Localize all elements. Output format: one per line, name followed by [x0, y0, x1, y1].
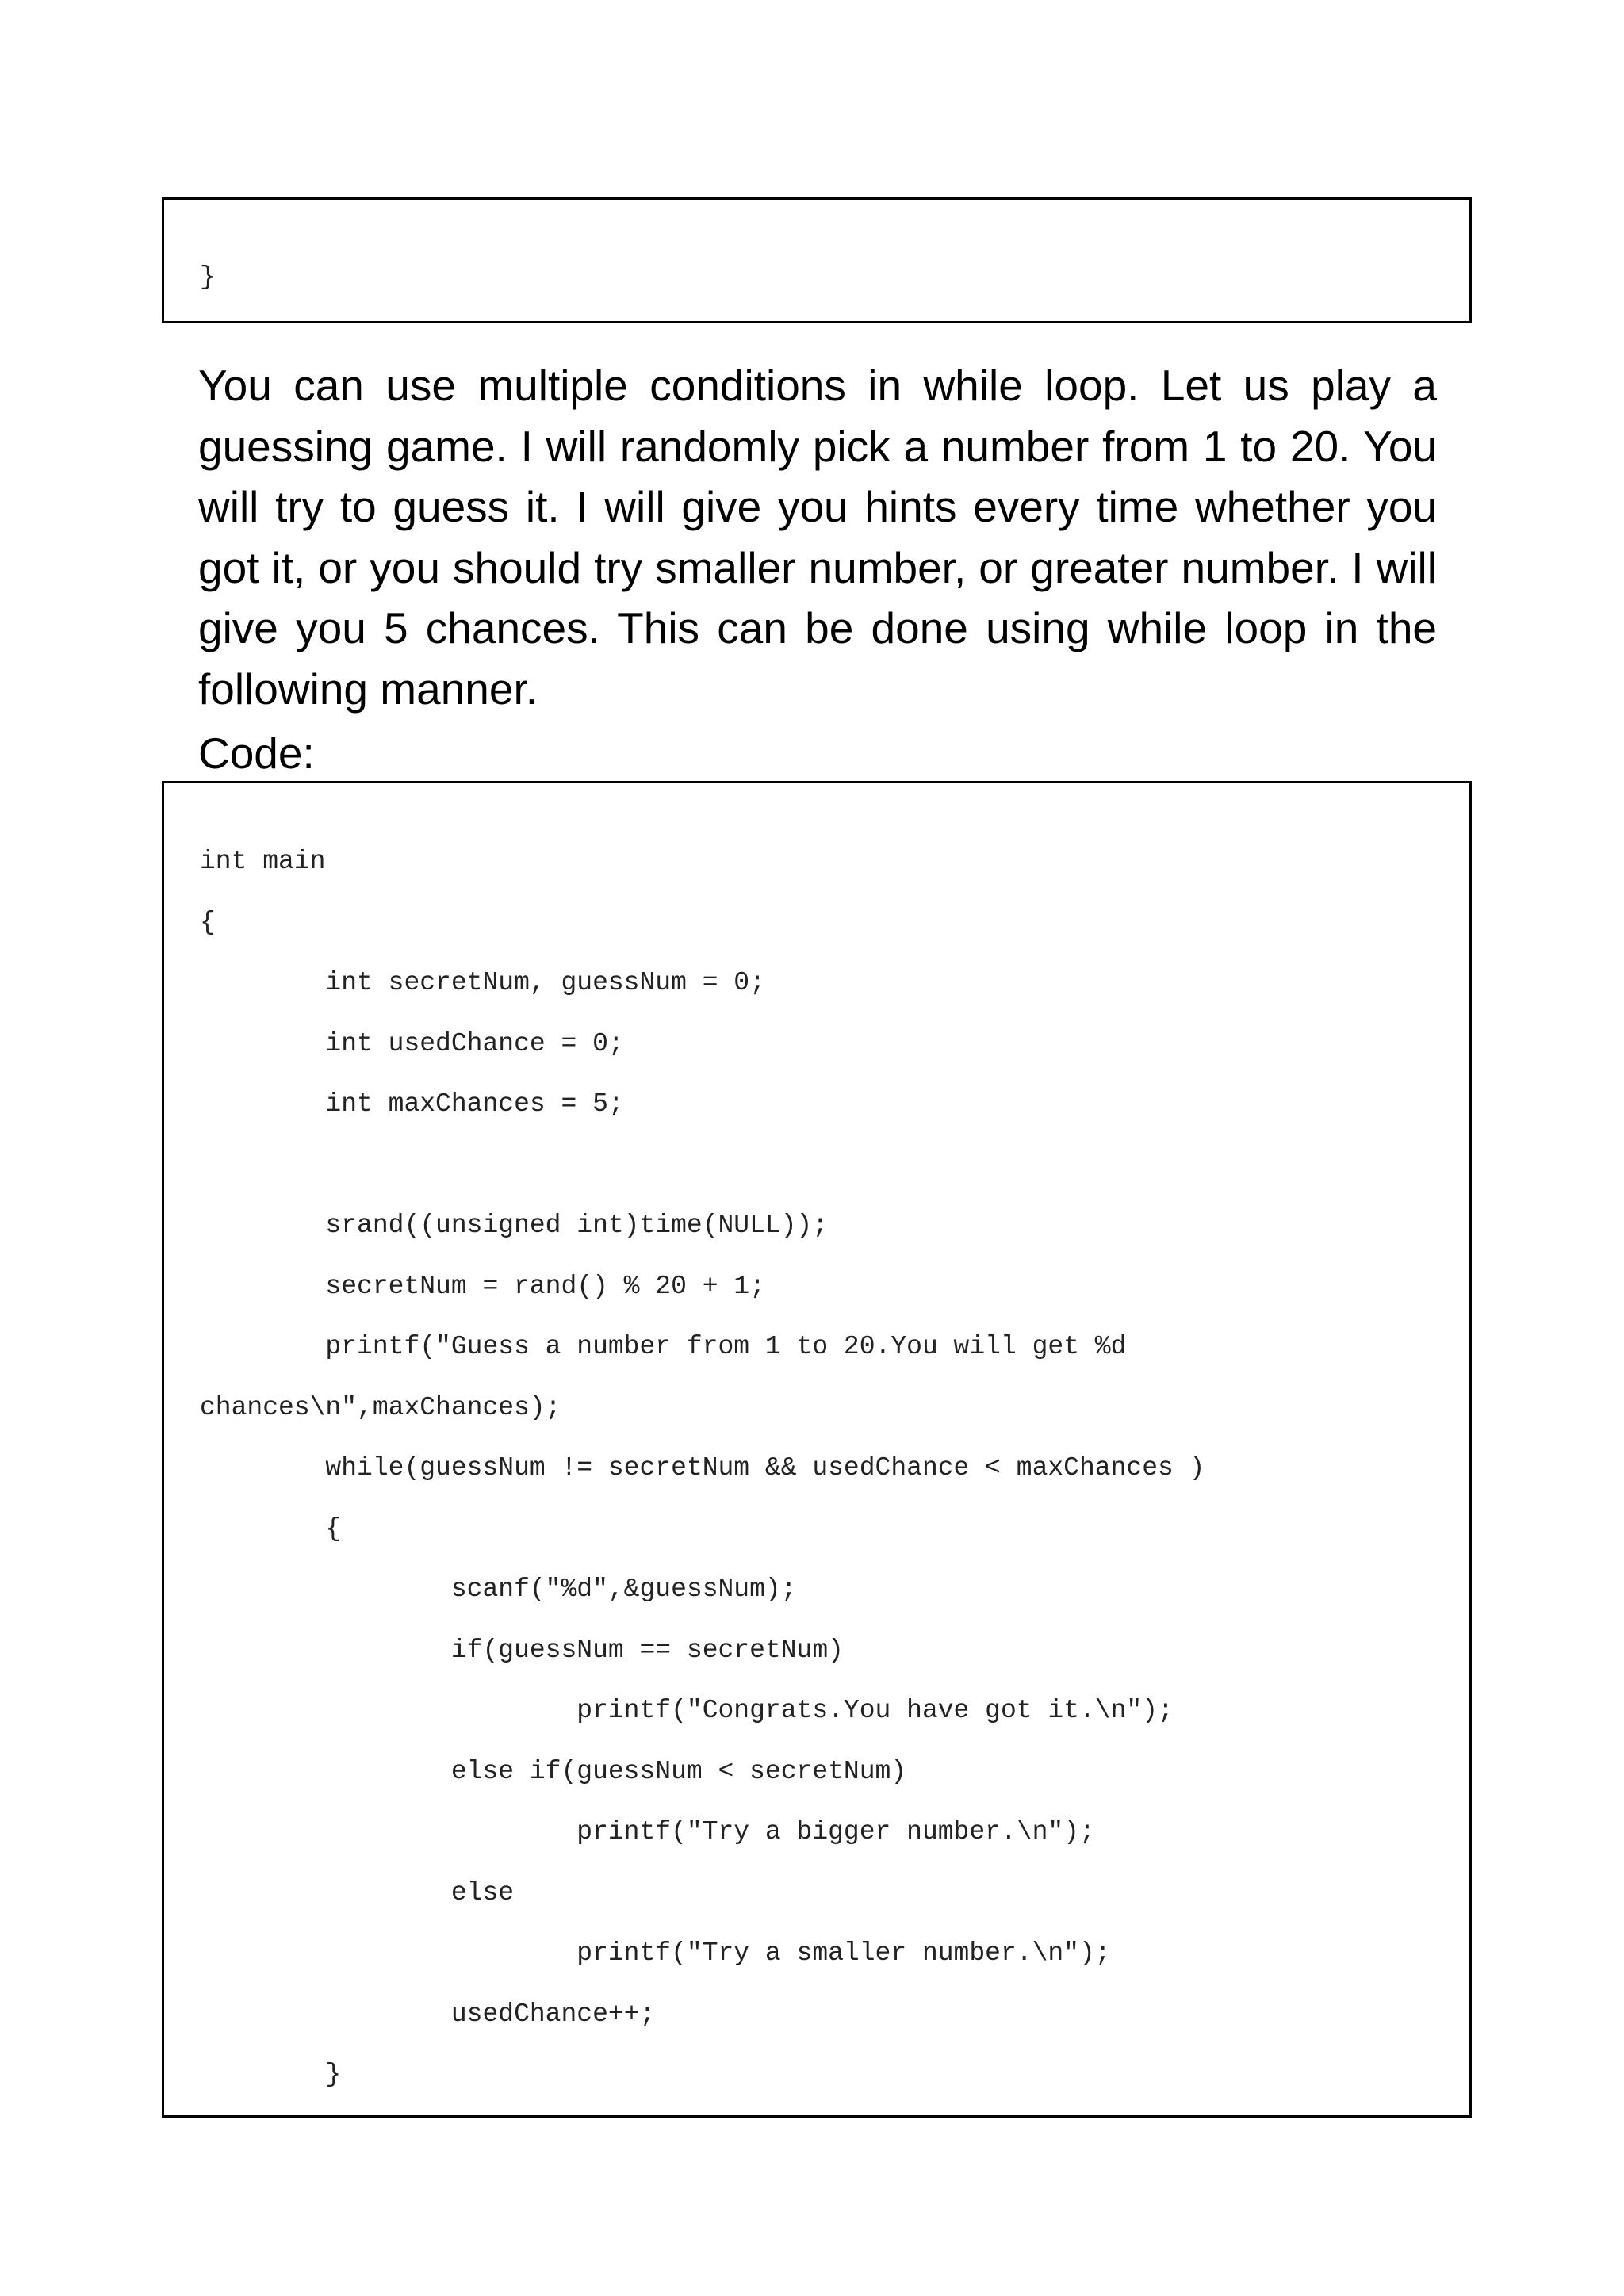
code-line: int maxChances = 5; [200, 1089, 624, 1119]
code-line: while(guessNum != secretNum && usedChance < maxChances ) [200, 1453, 1205, 1483]
code-line: srand((unsigned int)time(NULL)); [200, 1211, 829, 1240]
code-line: else [200, 1877, 515, 1908]
code-lines [164, 783, 1469, 2115]
code-line: } [200, 2060, 342, 2089]
code-box-continued [162, 197, 1472, 323]
code-line: printf("Try a smaller number.\n"); [200, 1938, 1111, 1968]
code-line: printf("Congrats.You have got it.\n"); [200, 1696, 1174, 1725]
code-line: } [200, 262, 216, 292]
code-line: scanf("%d",&guessNum); [200, 1575, 797, 1604]
code-line: if(guessNum == secretNum) [200, 1635, 844, 1665]
code-label: Code: [198, 729, 315, 778]
code-line: secretNum = rand() % 20 + 1; [200, 1271, 765, 1301]
code-line: printf("Guess a number from 1 to 20.You will get %d [200, 1332, 1127, 1361]
code-line: int main [200, 847, 326, 876]
code-line: { [200, 1513, 342, 1544]
code-line: else if(guessNum < secretNum) [200, 1756, 907, 1786]
code-line: { [200, 907, 216, 937]
body-paragraph: You can use multiple conditions in while loop. Let us play a guessing game. I will randomly pick a number from 1 to 20. You will try to guess it. I will give you hints every time whether you got it, or you should try smaller number, or greater number. I will give you 5 chances. This can be done using while loop in the following manner. [198, 361, 1437, 714]
code-line: usedChance++; [200, 1999, 656, 2029]
code-line: int usedChance = 0; [200, 1028, 624, 1058]
code-line: int secretNum, guessNum = 0; [200, 968, 765, 997]
code-box-guessing-game [162, 781, 1472, 2118]
code-line: printf("Try a bigger number.\n"); [200, 1817, 1095, 1846]
code-line: chances\n",maxChances); [200, 1392, 561, 1422]
